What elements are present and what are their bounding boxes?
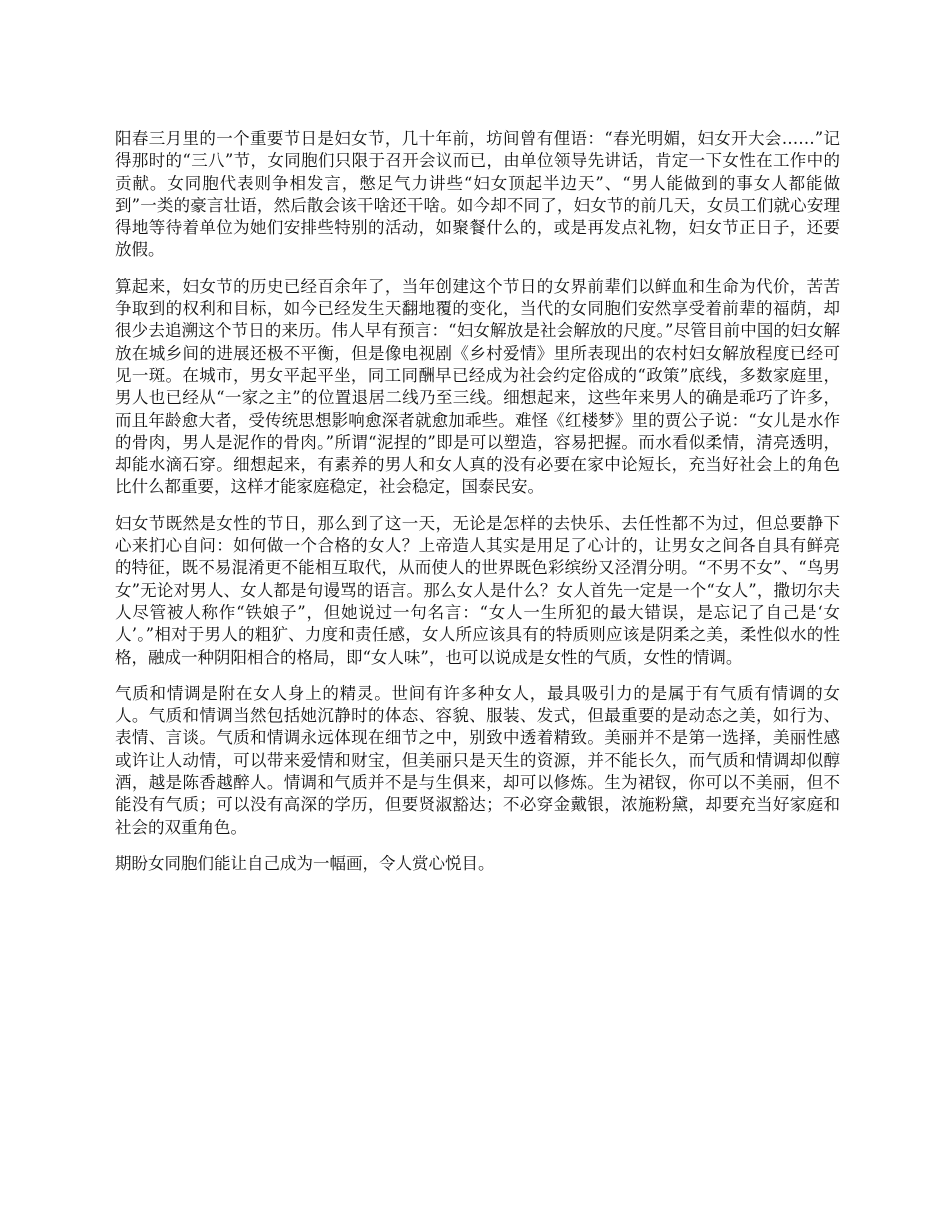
paragraph-5: 期盼女同胞们能让自己成为一幅画，令人赏心悦目。 [115,853,495,873]
paragraph-1: 阳春三月里的一个重要节日是妇女节，几十年前，坊间曾有俚语：“春光明媚，妇女开大会……”记得那时的“三八”节，女同胞们只限于召开会议而已，由单位领导先讲话，肯定一下女性在工作中的贡献。女同胞代表则争相发言，憋足气力讲些“妇女顶起半边天”、“男人能做到的事女人都能做到”一类的豪言壮语，然后散会该干啥还干啥。如今却不同了，妇女节的前几天，女员工们就心安理得地等待着单位为她们安排些特别的活动，如聚餐什么的，或是再发点礼物，妇女节正日子，还要放假。 [115,129,840,260]
paragraph-2: 算起来，妇女节的历史已经百余年了，当年创建这个节日的女界前辈们以鲜血和生命为代价，苦苦争取到的权利和目标，如今已经发生天翻地覆的变化，当代的女同胞们安然享受着前辈的福荫，却很少去追溯这个节日的来历。伟人早有预言：“妇女解放是社会解放的尺度。”尽管目前中国的妇女解放在城乡间的进展还极不平衡，但是像电视剧《乡村爱情》里所表现出的农村妇女解放程度已经可见一斑。在城市，男女平起平坐，同工同酬早已经成为社会约定俗成的“政策”底线，多数家庭里，男人也已经从“一家之主”的位置退居二线乃至三线。细想起来，这些年来男人的确是乖巧了许多，而且年龄愈大者，受传统思想影响愈深者就愈加乖些。难怪《红楼梦》里的贾公子说：“女儿是水作的骨肉，男人是泥作的骨肉。”所谓“泥捏的”即是可以塑造，容易把握。而水看似柔情，清亮透明，却能水滴石穿。细想起来，有素养的男人和女人真的没有必要在家中论短长，充当好社会上的角色比什么都重要，这样才能家庭稳定，社会稳定，国泰民安。 [115,276,840,497]
document-body [115,128,840,889]
paragraph-4: 气质和情调是附在女人身上的精灵。世间有许多种女人，最具吸引力的是属于有气质有情调的女人。气质和情调当然包括她沉静时的体态、容貌、服装、发式，但最重要的是动态之美，如行为、表情、言谈。气质和情调永远体现在细节之中，别致中透着精致。美丽并不是第一选择，美丽性感或许让人动情，可以带来爱情和财宝，但美丽只是天生的资源，并不能长久，而气质和情调却似醇酒，越是陈香越醉人。情调和气质并不是与生俱来，却可以修炼。生为裙钗，你可以不美丽，但不能没有气质；可以没有高深的学历，但要贤淑豁达；不必穿金戴银，浓施粉黛，却要充当好家庭和社会的双重角色。 [115,683,840,837]
paragraph-3: 妇女节既然是女性的节日，那么到了这一天，无论是怎样的去快乐、去任性都不为过，但总要静下心来扪心自问：如何做一个合格的女人？上帝造人其实是用足了心计的，让男女之间各自具有鲜亮的特征，既不易混淆更不能相互取代，从而使人的世界既色彩缤纷又泾渭分明。“不男不女”、“鸟男女”无论对男人、女人都是句谩骂的语言。那么女人是什么？女人首先一定是一个“女人”，撒切尔夫人尽管被人称作“铁娘子”，但她说过一句名言：“女人一生所犯的最大错误，是忘记了自己是‘女人’。”相对于男人的粗犷、力度和责任感，女人所应该具有的特质则应该是阴柔之美，柔性似水的性格，融成一种阴阳相合的格局，即“女人味”，也可以说成是女性的气质，女性的情调。 [115,513,840,667]
